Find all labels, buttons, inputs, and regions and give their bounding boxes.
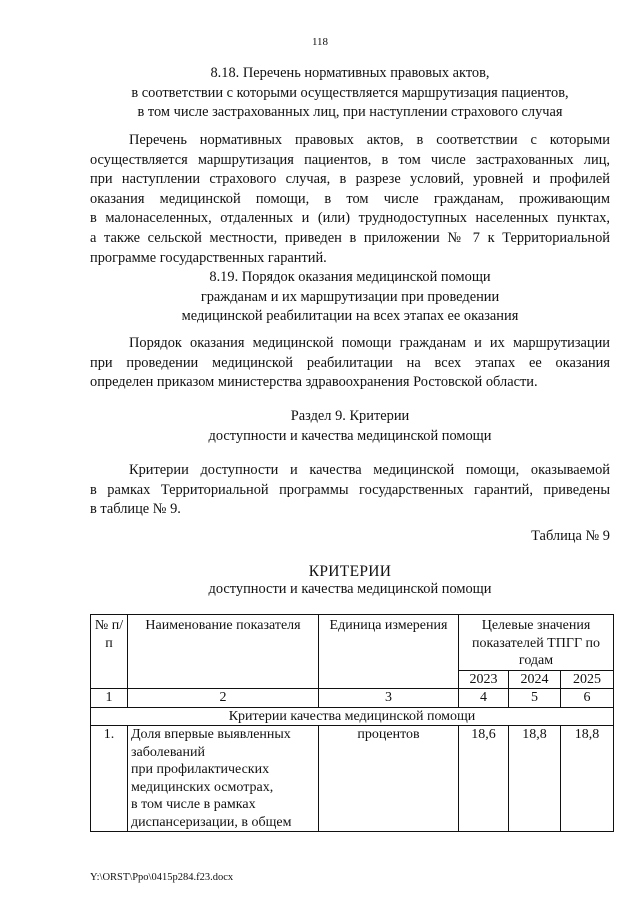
body-line: Перечень нормативных правовых актов, в соответствии с которыми <box>129 132 610 148</box>
body-line: в таблице № 9. <box>90 501 181 518</box>
body-line: при проведении медицинской реабилитации на всех этапах ее оказания <box>90 354 610 371</box>
section-9-title <box>90 407 610 446</box>
header-unit: Единица измерения <box>319 615 459 689</box>
row-value: 18,6 <box>459 726 509 832</box>
section-9-body <box>90 461 610 520</box>
section-819-title-line: медицинской реабилитации на всех этапах ее оказания <box>181 308 519 324</box>
row-num: 1. <box>91 726 128 832</box>
header-year: 2024 <box>509 670 561 689</box>
row-name <box>128 726 319 832</box>
header-num: № п/п <box>91 615 128 689</box>
column-number: 6 <box>561 689 614 708</box>
row-name-line: при профилактических <box>131 762 270 777</box>
table-row <box>91 726 614 832</box>
section-818-title-line: 8.18. Перечень нормативных правовых актов, <box>210 65 490 81</box>
header-year: 2023 <box>459 670 509 689</box>
body-line: определен приказом министерства здравоохранения Ростовской области. <box>90 374 538 391</box>
section-9-title-line: доступности и качества медицинской помощи <box>208 427 492 444</box>
section-819-body <box>90 334 610 393</box>
column-number: 2 <box>128 689 319 708</box>
table-column-numbers-row <box>91 689 614 708</box>
column-number: 3 <box>319 689 459 708</box>
table-group-row <box>91 707 614 726</box>
group-title: Критерии качества медицинской помощи <box>91 707 614 726</box>
section-819-title <box>90 268 610 327</box>
page-number: 118 <box>311 36 329 48</box>
row-name-line: в том числе в рамках <box>131 797 256 812</box>
table-header-row <box>91 615 614 671</box>
row-name-line: диспансеризации, в общем <box>131 814 292 830</box>
footer-file-path: Y:\ORST\Ppo\0415p284.f23.docx <box>90 872 234 883</box>
section-9-title-line: Раздел 9. Критерии <box>290 408 410 424</box>
column-number: 4 <box>459 689 509 708</box>
body-line: при наступлении страхового случая, в разрезе условий, уровней и профилей <box>90 171 610 188</box>
criteria-subtitle: доступности и качества медицинской помощи <box>208 581 492 597</box>
column-number: 5 <box>509 689 561 708</box>
header-targets: Целевые значения показателей ТПГГ по годам <box>459 615 614 671</box>
body-line: Критерии доступности и качества медицинской помощи, оказываемой <box>129 462 610 478</box>
body-line: оказания медицинской помощи, в том числе гражданам, проживающим <box>90 190 610 207</box>
row-value: 18,8 <box>561 726 614 832</box>
section-818-title <box>90 64 610 123</box>
body-line: в рамках Территориальной программы государственных гарантий, приведены <box>90 481 610 498</box>
section-819-title-line: гражданам и их маршрутизации при проведении <box>200 288 500 305</box>
body-line: а также сельской местности, приведен в приложении № 7 к Территориальной <box>90 229 610 246</box>
section-818-title-line: в том числе застрахованных лиц, при наступлении страхового случая <box>137 104 563 120</box>
criteria-table <box>90 614 614 832</box>
section-819-title-line: 8.19. Порядок оказания медицинской помощи <box>209 269 491 285</box>
row-unit: процентов <box>319 726 459 832</box>
criteria-title: КРИТЕРИИ <box>308 563 392 580</box>
body-line: в малонаселенных, отдаленных и (или) труднодоступных населенных пунктах, <box>90 210 610 227</box>
row-name-line: Доля впервые выявленных <box>131 727 291 742</box>
section-818-body <box>90 131 610 268</box>
header-name: Наименование показателя <box>128 615 319 689</box>
row-name-line: заболеваний <box>131 744 205 760</box>
header-year: 2025 <box>561 670 614 689</box>
body-line: Порядок оказания медицинской помощи гражданам и их маршрутизации <box>129 335 610 351</box>
body-line: осуществляется маршрутизация пациентов, в том числе застрахованных лиц, <box>90 151 610 168</box>
row-value: 18,8 <box>509 726 561 832</box>
column-number: 1 <box>91 689 128 708</box>
row-name-line: медицинских осмотрах, <box>131 779 274 795</box>
body-line: программе государственных гарантий. <box>90 249 327 266</box>
section-818-title-line: в соответствии с которыми осуществляется маршрутизация пациентов, <box>131 84 569 101</box>
table-number-label: Таблица № 9 <box>531 528 610 544</box>
